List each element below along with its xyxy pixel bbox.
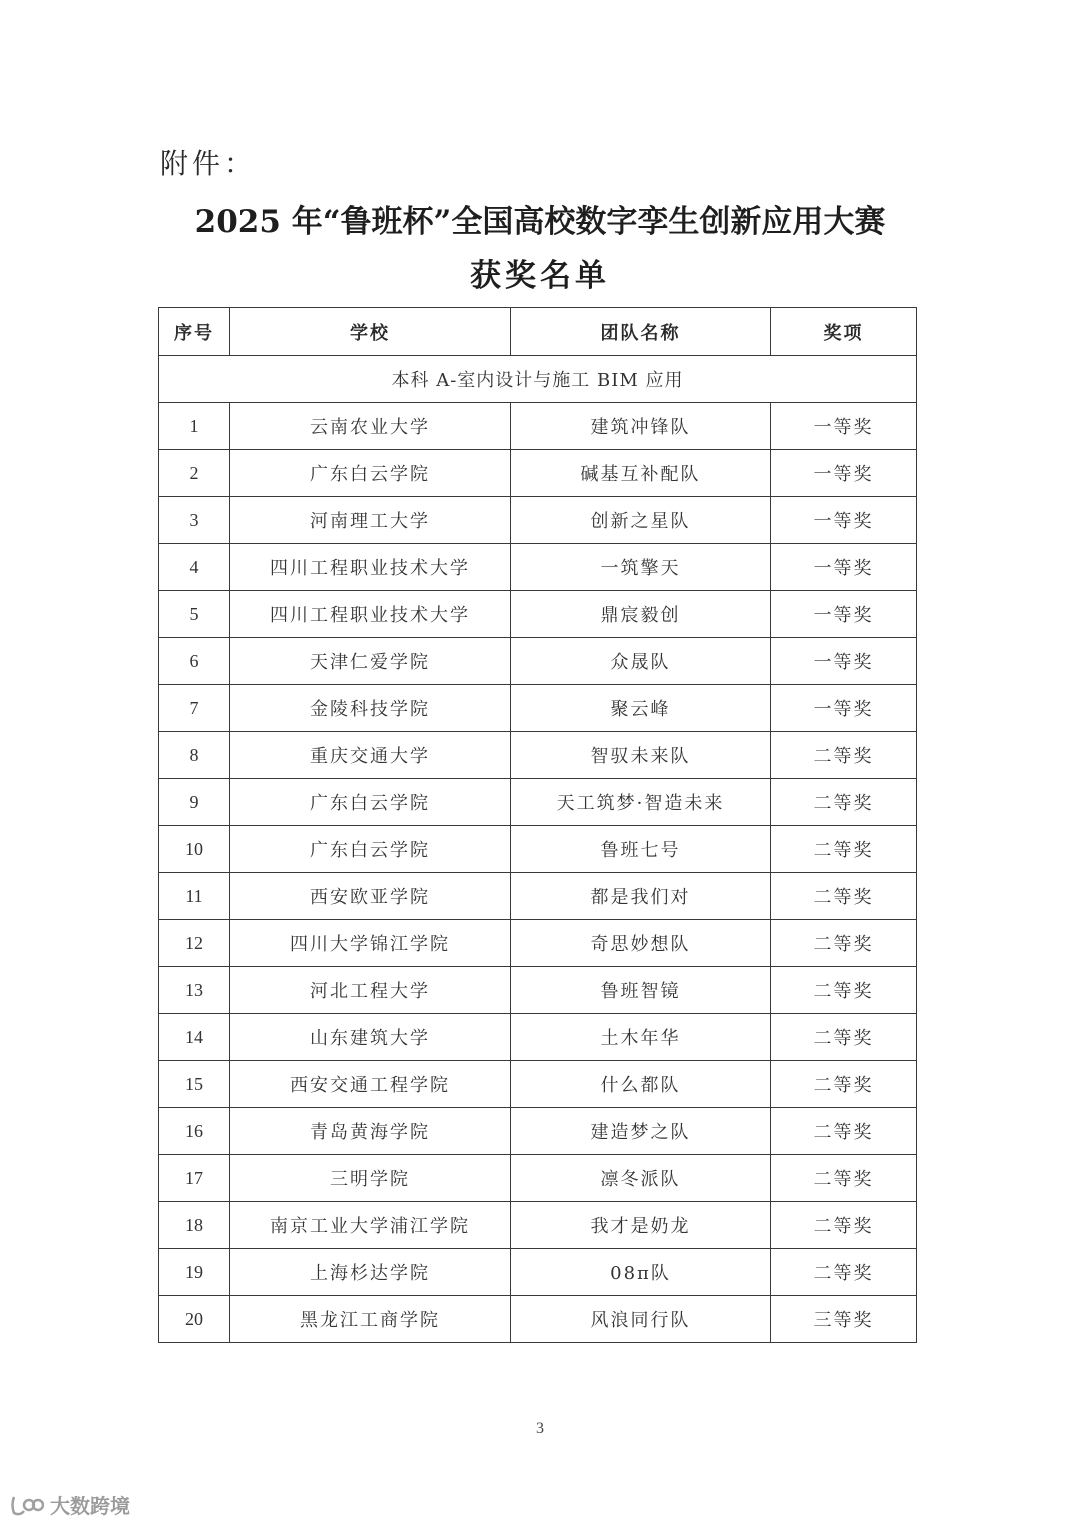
cell-award: 一等奖: [771, 497, 917, 544]
table-row: [159, 826, 917, 873]
cell-team: 众晟队: [511, 638, 771, 685]
table-row: [159, 779, 917, 826]
cell-team: 凛冬派队: [511, 1155, 771, 1202]
cell-index: 6: [159, 638, 230, 685]
table-row: [159, 1202, 917, 1249]
cell-award: 二等奖: [771, 967, 917, 1014]
cell-index: 12: [159, 920, 230, 967]
cell-school: 西安交通工程学院: [230, 1061, 511, 1108]
cell-index: 2: [159, 450, 230, 497]
cell-school: 青岛黄海学院: [230, 1108, 511, 1155]
cell-index: 17: [159, 1155, 230, 1202]
cell-school: 河北工程大学: [230, 967, 511, 1014]
cell-index: 11: [159, 873, 230, 920]
cell-school: 河南理工大学: [230, 497, 511, 544]
cell-school: 四川大学锦江学院: [230, 920, 511, 967]
cell-award: 二等奖: [771, 1014, 917, 1061]
document-title: 2025 年“鲁班杯”全国高校数字孪生创新应用大赛: [194, 204, 886, 240]
cell-index: 13: [159, 967, 230, 1014]
cell-team: 风浪同行队: [511, 1296, 771, 1343]
cell-award: 二等奖: [771, 920, 917, 967]
cell-index: 5: [159, 591, 230, 638]
table-header-row: [159, 308, 917, 356]
cell-school: 云南农业大学: [230, 403, 511, 450]
header-school: 学校: [230, 308, 511, 356]
cell-award: 二等奖: [771, 1108, 917, 1155]
cell-team: 鲁班智镜: [511, 967, 771, 1014]
cell-school: 广东白云学院: [230, 450, 511, 497]
cell-award: 二等奖: [771, 1202, 917, 1249]
watermark-logo-icon: [10, 1493, 44, 1517]
cell-school: 三明学院: [230, 1155, 511, 1202]
cell-school: 天津仁爱学院: [230, 638, 511, 685]
cell-award: 一等奖: [771, 685, 917, 732]
table-row: [159, 1108, 917, 1155]
cell-team: 碱基互补配队: [511, 450, 771, 497]
cell-award: 二等奖: [771, 873, 917, 920]
cell-award: 一等奖: [771, 544, 917, 591]
table-row: [159, 497, 917, 544]
cell-school: 南京工业大学浦江学院: [230, 1202, 511, 1249]
cell-index: 14: [159, 1014, 230, 1061]
cell-school: 广东白云学院: [230, 779, 511, 826]
table-row: [159, 450, 917, 497]
cell-award: 一等奖: [771, 638, 917, 685]
table-row: [159, 1061, 917, 1108]
cell-school: 山东建筑大学: [230, 1014, 511, 1061]
table-row: [159, 967, 917, 1014]
table-row: [159, 873, 917, 920]
cell-award: 二等奖: [771, 1155, 917, 1202]
table-row: [159, 1014, 917, 1061]
cell-index: 20: [159, 1296, 230, 1343]
cell-index: 9: [159, 779, 230, 826]
cell-index: 1: [159, 403, 230, 450]
cell-team: 聚云峰: [511, 685, 771, 732]
watermark-text: 大数跨境: [50, 1494, 130, 1518]
watermark: [10, 1490, 130, 1519]
header-award: 奖项: [771, 308, 917, 356]
cell-team: 鼎宸毅创: [511, 591, 771, 638]
cell-team: 土木年华: [511, 1014, 771, 1061]
cell-award: 一等奖: [771, 450, 917, 497]
document-subtitle: 获奖名单: [470, 258, 610, 294]
cell-team: 建造梦之队: [511, 1108, 771, 1155]
cell-school: 上海杉达学院: [230, 1249, 511, 1296]
cell-award: 二等奖: [771, 1249, 917, 1296]
table-row: [159, 638, 917, 685]
cell-team: 都是我们对: [511, 873, 771, 920]
cell-index: 4: [159, 544, 230, 591]
cell-team: 什么都队: [511, 1061, 771, 1108]
cell-award: 二等奖: [771, 826, 917, 873]
table-row: [159, 1155, 917, 1202]
cell-team: 智驭未来队: [511, 732, 771, 779]
header-team: 团队名称: [511, 308, 771, 356]
cell-team: 08π队: [511, 1249, 771, 1296]
cell-school: 金陵科技学院: [230, 685, 511, 732]
table-row: [159, 591, 917, 638]
attachment-label: 附件：: [160, 147, 257, 180]
page-number: 3: [536, 1420, 544, 1437]
cell-award: 二等奖: [771, 732, 917, 779]
cell-team: 建筑冲锋队: [511, 403, 771, 450]
cell-index: 19: [159, 1249, 230, 1296]
section-row: [159, 356, 917, 403]
table-row: [159, 403, 917, 450]
cell-index: 16: [159, 1108, 230, 1155]
cell-award: 一等奖: [771, 403, 917, 450]
cell-index: 7: [159, 685, 230, 732]
cell-school: 黑龙江工商学院: [230, 1296, 511, 1343]
cell-award: 二等奖: [771, 1061, 917, 1108]
awards-table: [158, 307, 917, 1343]
cell-team: 奇思妙想队: [511, 920, 771, 967]
cell-index: 15: [159, 1061, 230, 1108]
cell-team: 鲁班七号: [511, 826, 771, 873]
cell-school: 广东白云学院: [230, 826, 511, 873]
table-row: [159, 920, 917, 967]
cell-school: 四川工程职业技术大学: [230, 591, 511, 638]
cell-team: 天工筑梦·智造未来: [511, 779, 771, 826]
table-row: [159, 1249, 917, 1296]
table-row: [159, 544, 917, 591]
table-row: [159, 1296, 917, 1343]
cell-team: 一筑擎天: [511, 544, 771, 591]
cell-team: 我才是奶龙: [511, 1202, 771, 1249]
section-title: 本科 A-室内设计与施工 BIM 应用: [159, 356, 917, 403]
table-row: [159, 732, 917, 779]
cell-school: 四川工程职业技术大学: [230, 544, 511, 591]
cell-index: 3: [159, 497, 230, 544]
cell-index: 8: [159, 732, 230, 779]
table-row: [159, 685, 917, 732]
cell-index: 18: [159, 1202, 230, 1249]
cell-award: 一等奖: [771, 591, 917, 638]
cell-award: 二等奖: [771, 779, 917, 826]
cell-school: 重庆交通大学: [230, 732, 511, 779]
cell-team: 创新之星队: [511, 497, 771, 544]
cell-school: 西安欧亚学院: [230, 873, 511, 920]
cell-index: 10: [159, 826, 230, 873]
header-index: 序号: [159, 308, 230, 356]
cell-award: 三等奖: [771, 1296, 917, 1343]
